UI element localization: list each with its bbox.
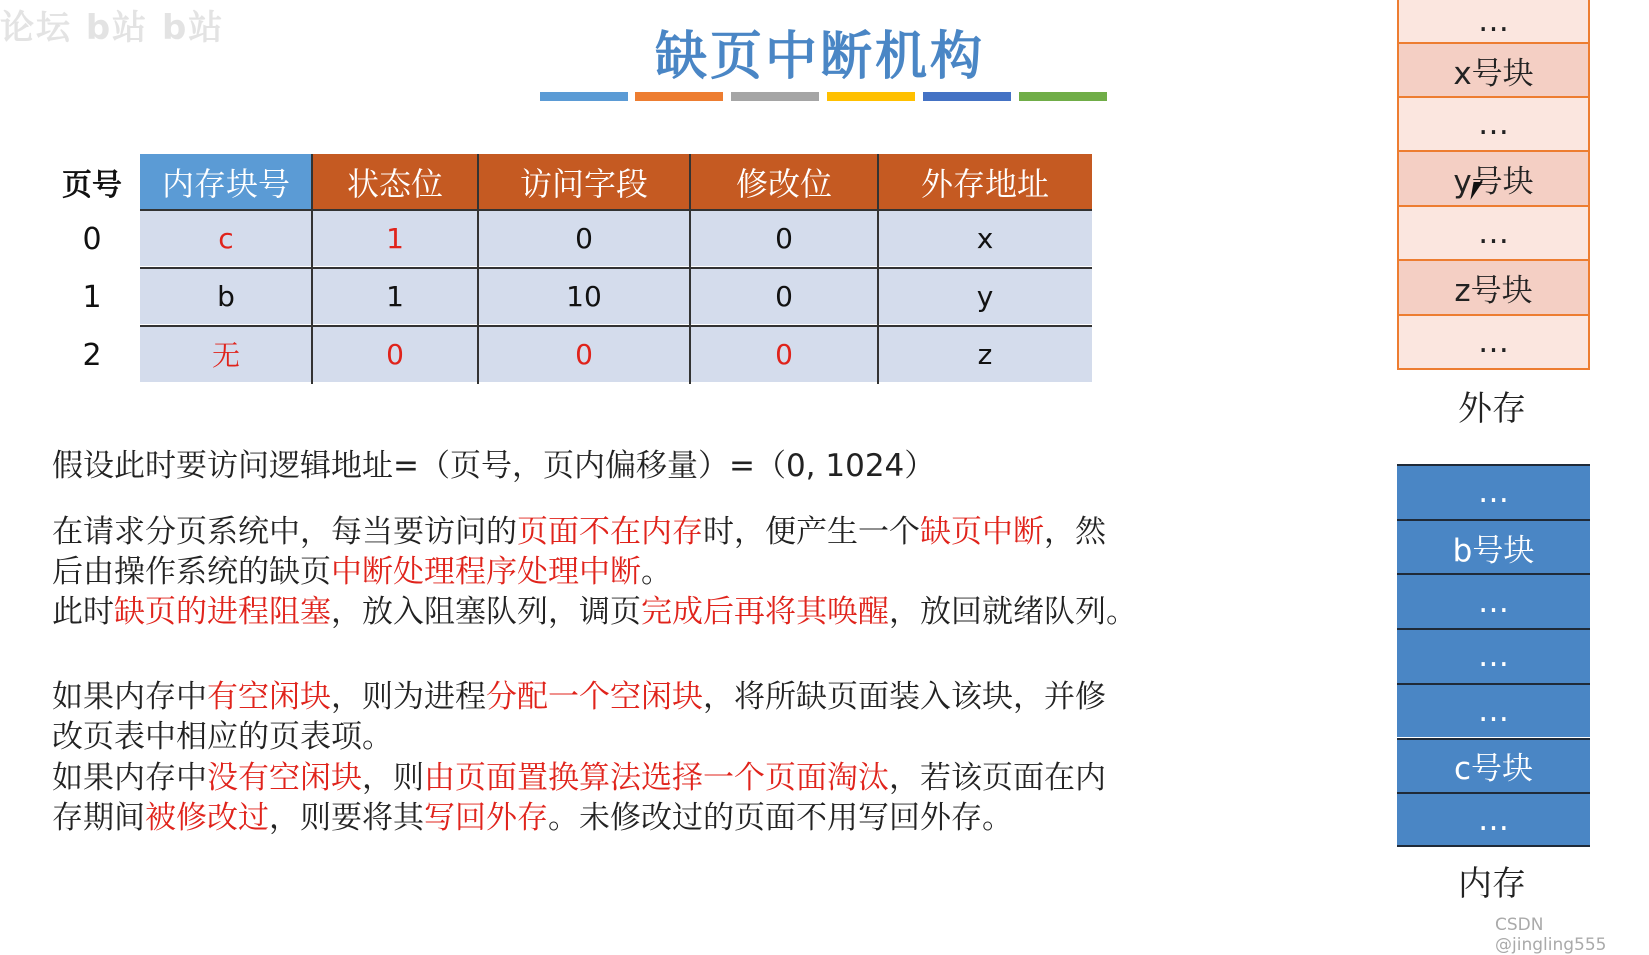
paragraph-page-fault-line-3 xyxy=(52,592,1137,633)
table-cell: y xyxy=(878,268,1092,326)
memory-block-ellipsis: … xyxy=(1397,573,1590,628)
table-cell: 0 xyxy=(690,326,878,384)
table-header-page-number: 页号 xyxy=(62,168,122,203)
highlighted-text: 被修改过 xyxy=(145,800,269,836)
table-cell: 0 xyxy=(312,326,478,384)
table-cell: 1 xyxy=(312,210,478,268)
external-block-ellipsis: … xyxy=(1397,98,1590,152)
table-divider xyxy=(140,209,1092,211)
memory-block: c号块 xyxy=(1397,738,1590,793)
highlighted-text: 分配一个空闲块 xyxy=(486,679,703,715)
underline-stripe-2 xyxy=(635,92,723,101)
text-segment: 此时 xyxy=(52,594,114,630)
memory-block-ellipsis: … xyxy=(1397,628,1590,683)
highlighted-text: 完成后再将其唤醒 xyxy=(641,594,889,630)
table-cell: 10 xyxy=(478,268,690,326)
external-block-ellipsis: … xyxy=(1397,0,1590,44)
table-divider xyxy=(311,154,313,384)
text-segment: 如果内存中 xyxy=(52,760,207,796)
table-header-cell: 访问字段 xyxy=(478,154,690,210)
highlighted-text: 有空闲块 xyxy=(207,679,331,715)
underline-stripe-3 xyxy=(731,92,819,101)
highlighted-text: 没有空闲块 xyxy=(207,760,362,796)
table-cell: 0 xyxy=(478,326,690,384)
text-segment: 。 xyxy=(641,554,672,590)
paragraph-no-free-block-line-2 xyxy=(52,798,1013,839)
table-header-cell: 内存块号 xyxy=(140,154,312,210)
paragraph-logical-address: 假设此时要访问逻辑地址=（页号，页内偏移量）=（0, 1024） xyxy=(52,448,936,484)
text-segment: 时，便产生一个 xyxy=(703,514,920,550)
highlighted-text: 缺页中断 xyxy=(920,514,1044,550)
text-segment: ，则要将其 xyxy=(269,800,424,836)
table-cell: c xyxy=(140,210,312,268)
text-segment: ，将所缺页面装入该块，并修 xyxy=(703,679,1106,715)
highlighted-text: 页面不在内存 xyxy=(517,514,703,550)
text-segment: 存期间 xyxy=(52,800,145,836)
table-cell: 0 xyxy=(690,268,878,326)
paragraph-free-block-line-1 xyxy=(52,677,1106,718)
underline-stripe-4 xyxy=(827,92,915,101)
table-row-page-number: 2 xyxy=(82,337,102,373)
table-cell: b xyxy=(140,268,312,326)
table-divider xyxy=(689,154,691,384)
underline-stripe-5 xyxy=(923,92,1011,101)
text-segment: ，放回就绪队列。 xyxy=(889,594,1137,630)
text-segment: ，然 xyxy=(1044,514,1106,550)
highlighted-text: 中断处理程序处理中断 xyxy=(331,554,641,590)
table-divider xyxy=(477,154,479,384)
text-segment: 在请求分页系统中，每当要访问的 xyxy=(52,514,517,550)
highlighted-text: 由页面置换算法选择一个页面淘汰 xyxy=(424,760,889,796)
table-row-page-number: 1 xyxy=(82,279,102,315)
table-cell: 0 xyxy=(478,210,690,268)
highlighted-text: 写回外存 xyxy=(424,800,548,836)
memory-block: b号块 xyxy=(1397,519,1590,574)
memory-block-ellipsis: … xyxy=(1397,683,1590,738)
table-cell: 无 xyxy=(140,326,312,384)
memory-block-ellipsis: … xyxy=(1397,792,1590,847)
page-title: 缺页中断机构 xyxy=(654,27,985,87)
text-segment: 。未修改过的页面不用写回外存。 xyxy=(548,800,1013,836)
paragraph-no-free-block-line-1 xyxy=(52,758,1106,799)
external-block-ellipsis: … xyxy=(1397,207,1590,261)
credit-watermark: CSDN @jingling555 xyxy=(1495,915,1607,955)
table-divider xyxy=(140,267,1092,269)
memory-block-ellipsis: … xyxy=(1397,464,1590,519)
text-segment: ，若该页面在内 xyxy=(889,760,1106,796)
text-segment: ，则 xyxy=(362,760,424,796)
watermark: 论坛 b站 b站 xyxy=(0,8,225,48)
external-block: z号块 xyxy=(1397,261,1590,316)
external-block: x号块 xyxy=(1397,44,1590,98)
highlighted-text: 缺页的进程阻塞 xyxy=(114,594,331,630)
external-block: y号块 xyxy=(1397,152,1590,207)
paragraph-page-fault-line-2 xyxy=(52,552,672,593)
underline-stripe-1 xyxy=(540,92,628,101)
external-storage-label: 外存 xyxy=(1458,389,1526,429)
table-divider xyxy=(877,154,879,384)
table-cell: x xyxy=(878,210,1092,268)
table-cell: 0 xyxy=(690,210,878,268)
table-header-cell: 外存地址 xyxy=(878,154,1092,210)
external-block-ellipsis: … xyxy=(1397,316,1590,370)
table-header-cell: 修改位 xyxy=(690,154,878,210)
text-segment: 改页表中相应的页表项。 xyxy=(52,719,393,755)
table-header-cell: 状态位 xyxy=(312,154,478,210)
table-divider xyxy=(140,325,1092,327)
text-segment: ，放入阻塞队列，调页 xyxy=(331,594,641,630)
paragraph-page-fault-line-1 xyxy=(52,512,1106,553)
paragraph-free-block-line-2 xyxy=(52,717,393,758)
text-segment: 后由操作系统的缺页 xyxy=(52,554,331,590)
text-segment: 如果内存中 xyxy=(52,679,207,715)
table-cell: z xyxy=(878,326,1092,384)
text-segment: ，则为进程 xyxy=(331,679,486,715)
memory-label: 内存 xyxy=(1458,864,1526,904)
table-cell: 1 xyxy=(312,268,478,326)
underline-stripe-6 xyxy=(1019,92,1107,101)
table-row-page-number: 0 xyxy=(82,221,102,257)
